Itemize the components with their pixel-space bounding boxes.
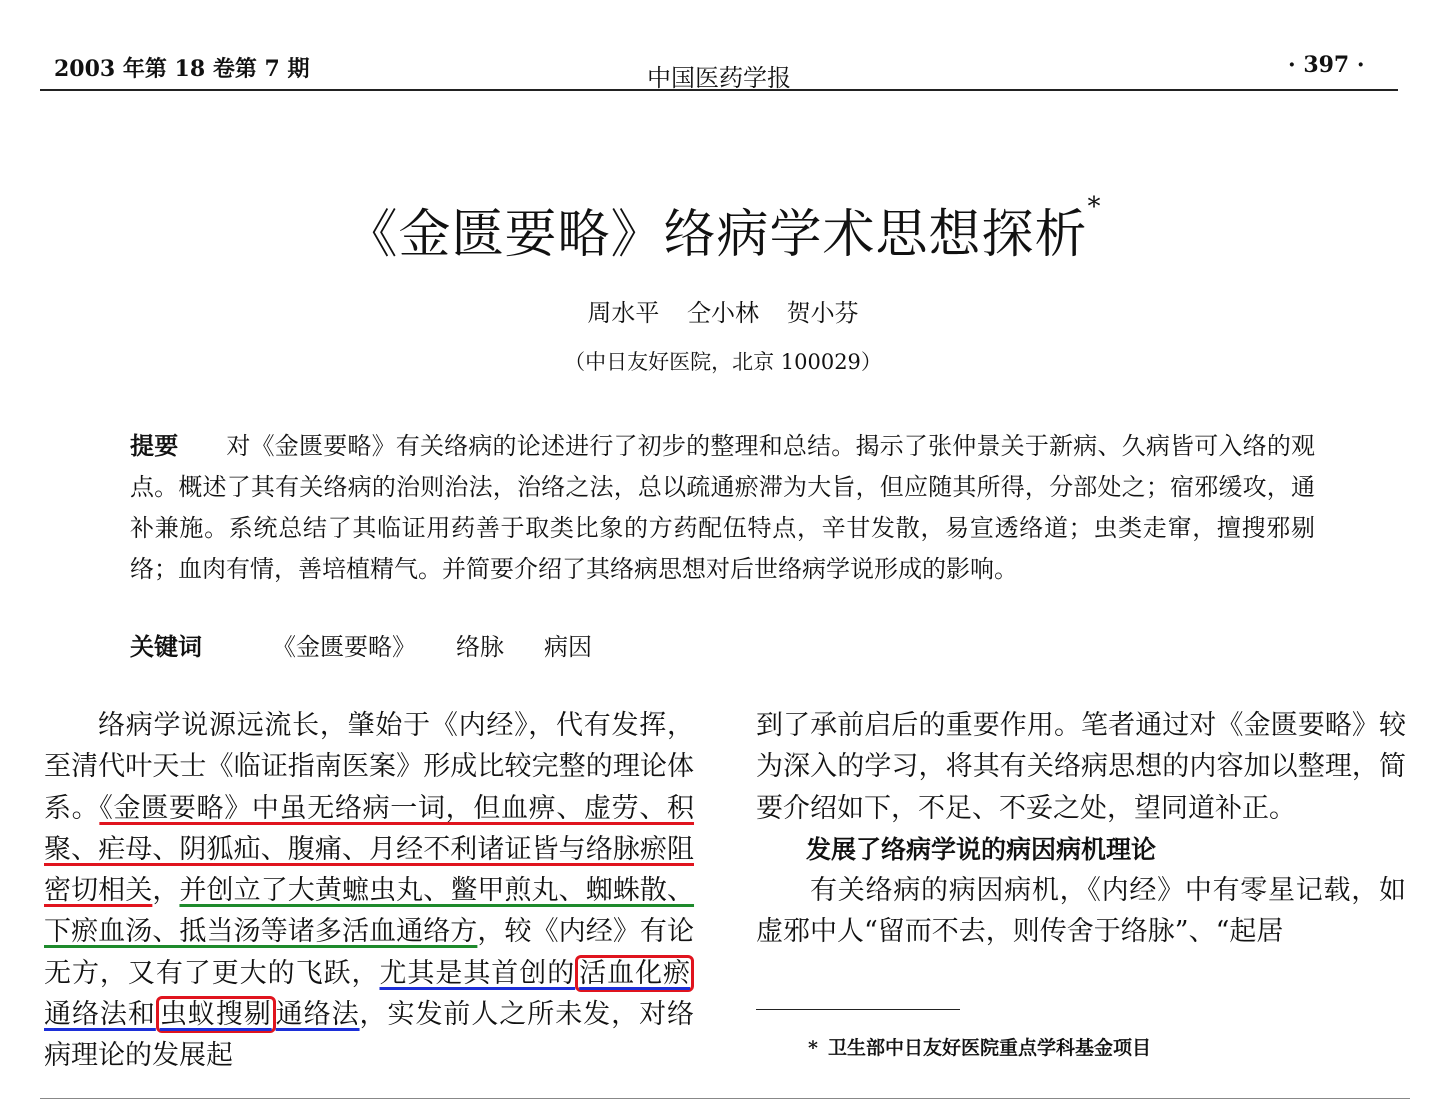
issue-info: 2003 年第 18 卷第 7 期 [54,56,310,82]
red-underlined-text: 《金匮要略》中虽无络病一词，但血痹、虚劳、积聚、疟母、阴狐疝、腹痛、月经不利诸证皆与络脉瘀阻密切相关 [44,792,695,907]
section-heading: 发展了络病学说的病因病机理论 [806,834,1157,864]
abstract-text: 对《金匮要略》有关络病的论述进行了初步的整理和总结。揭示了张仲景关于新病、久病皆可入络的观点。概述了其有关络病的治则治法，治络之法，总以疏通瘀滞为大旨，但应随其所得，分部处之；宿邪缓攻，通补兼施。系统总结了其临证用药善于取类比象的方药配伍特点，辛甘发散，易宣透络道；虫类走窜，擅搜邪剔络；血肉有情，善培植精气。并简要介绍了其络病思想对后世络病学说形成的影响。 [130,432,1316,583]
body-text: ，实发前人之所未发，对络病理论的发展起 [44,999,695,1072]
abstract [130,425,1315,590]
page-bottom-rule [40,1098,1410,1099]
body-paragraph: 有关络病的病因病机，《内经》中有零星记载，如虚邪中人“留而不去，则传舍于络脉”、“起居 [756,875,1406,948]
body-text: 通络法和 [44,999,156,1031]
body-paragraph [44,705,694,1077]
journal-name: 中国医药学报 [647,64,791,92]
body-text: 络病学说源远流长，肇始于《内经》，代有发挥，至清代叶天士《临证指南医案》形成比较完整的理论体系。 [44,710,694,824]
authors: 周水平 仝小林 贺小芬 [587,299,859,327]
page-number: · 397 · [1288,52,1365,78]
affiliation: （中日友好医院，北京 100029） [564,350,882,374]
keywords [130,627,632,662]
body-paragraph: 到了承前启后的重要作用。笔者通过对《金匮要略》较为深入的学习，将其有关络病思想的内容加以整理，简要介绍如下，不足、不妥之处，望同道补正。 [756,710,1406,824]
body-text: 尤其是其首创的 [379,957,576,989]
abstract-label: 提要 [130,431,179,460]
title-footnote-mark: * [1087,192,1101,222]
keyword-item: 《金匮要略》 [272,633,416,661]
footnote-text: 卫生部中日友好医院重点学科基金项目 [827,1037,1151,1059]
footnote-mark: * [808,1037,818,1059]
body-text: ，较《内经》有论无方，又有了更大的飞跃， [44,916,694,989]
red-boxed-term: 活血化瘀 [575,955,694,992]
keywords-label: 关键词 [130,632,202,661]
header-rule [40,89,1398,91]
green-underlined-text: 并创立了大黄蟅虫丸、鳖甲煎丸、蜘蛛散、下瘀血汤、抵当汤等诸多活血通络方 [44,875,695,948]
footnote-rule [756,1009,960,1010]
title-row [0,192,1446,267]
article-title: 《金匮要略》络病学术思想探析 [345,205,1088,265]
red-boxed-term: 虫蚁搜剔 [156,996,276,1033]
body-text: 通络法 [275,999,360,1031]
footnote [808,1033,1151,1060]
body-column-right [756,705,1406,953]
keyword-item: 病因 [544,633,592,661]
keyword-item: 络脉 [456,633,504,661]
body-text: ， [152,875,180,907]
body-column-left [44,705,694,1077]
